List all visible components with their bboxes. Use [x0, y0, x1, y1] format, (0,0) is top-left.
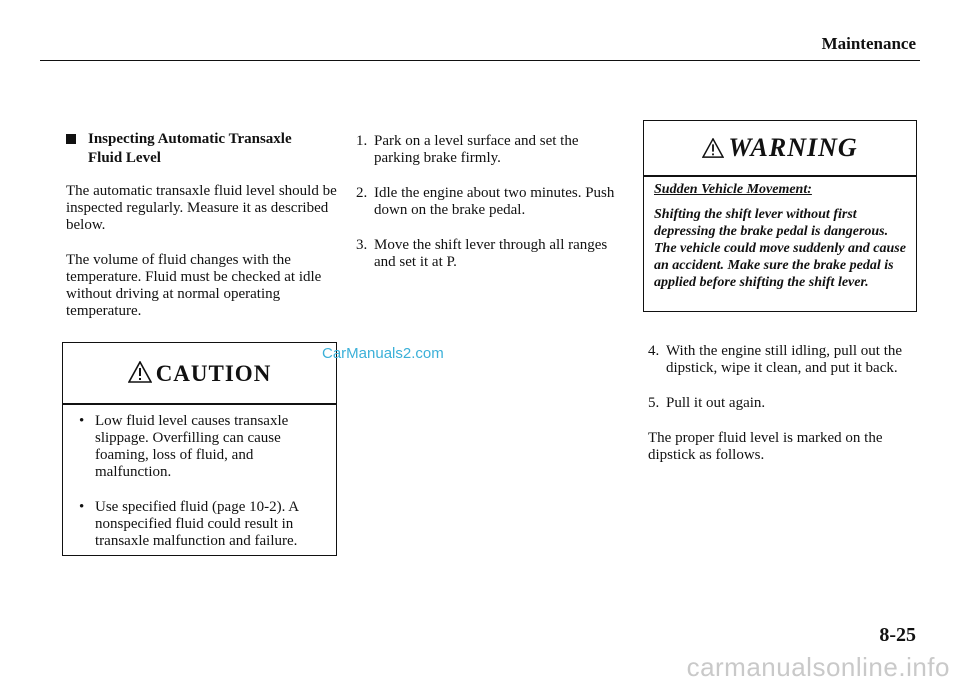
step-item: [356, 133, 628, 167]
step-item: [648, 343, 910, 377]
caution-item: • Low fluid level causes transaxle slippage. Overfilling can cause foaming, loss of fluid, and malfunction.: [77, 413, 325, 481]
step-text: With the engine still idling, pull out the dipstick, wipe it clean, and put it back.: [666, 343, 903, 376]
step-number: 2.: [356, 185, 368, 201]
left-column: [66, 183, 338, 320]
fluid-level-paragraph: The proper fluid level is marked on the dipstick as follows.: [648, 430, 883, 463]
warning-divider: [644, 175, 916, 177]
step-item: [648, 395, 910, 412]
step-text: Move the shift lever through all ranges and set it at P.: [374, 237, 608, 270]
step-item: [356, 185, 628, 219]
caution-title: CAUTION: [155, 361, 272, 386]
warning-subtitle: Sudden Vehicle Movement:: [654, 182, 812, 197]
watermark-bottom: carmanualsonline.info: [686, 652, 950, 682]
caution-triangle-icon: [128, 361, 152, 383]
step-number: 1.: [356, 133, 368, 149]
right-column: [648, 343, 910, 464]
step-number: 5.: [648, 395, 660, 411]
step-number: 4.: [648, 343, 660, 359]
page-section-title: Maintenance: [821, 34, 916, 53]
step-item: [356, 237, 628, 271]
intro-paragraph: The automatic transaxle fluid level should be inspected regularly. Measure it as described below.: [66, 183, 337, 233]
section-heading: [66, 130, 326, 168]
step-text: Pull it out again.: [666, 395, 766, 411]
warning-triangle-icon: [702, 138, 724, 158]
caution-item: • Use specified fluid (page 10-2). A nonspecified fluid could result in transaxle malfunction and failure.: [77, 499, 325, 550]
middle-column: [356, 133, 628, 271]
header-divider: [40, 60, 920, 61]
watermark-mid: CarManuals2.com: [322, 345, 444, 362]
page-number: 8-25: [879, 624, 916, 646]
temperature-paragraph: The volume of fluid changes with the temperature. Fluid must be checked at idle without driving at normal operating temperature.: [66, 252, 322, 319]
step-number: 3.: [356, 237, 368, 253]
warning-heading: [644, 133, 916, 163]
warning-title: WARNING: [728, 133, 858, 162]
warning-text: Shifting the shift lever without first depressing the brake pedal is dangerous. The vehicle could move suddenly and cause an accident. Make sure the brake pedal is applied before shifting the shift lever.: [654, 207, 906, 290]
caution-divider: [63, 403, 336, 405]
step-text: Idle the engine about two minutes. Push down on the brake pedal.: [374, 185, 615, 218]
caution-heading: [63, 361, 336, 387]
step-text: Park on a level surface and set the parking brake firmly.: [374, 133, 579, 166]
caution-box: [62, 342, 337, 556]
caution-list: [77, 413, 325, 568]
warning-box: [643, 120, 917, 312]
warning-content: [654, 181, 906, 291]
section-heading-text: Inspecting Automatic Transaxle Fluid Level: [88, 131, 292, 166]
